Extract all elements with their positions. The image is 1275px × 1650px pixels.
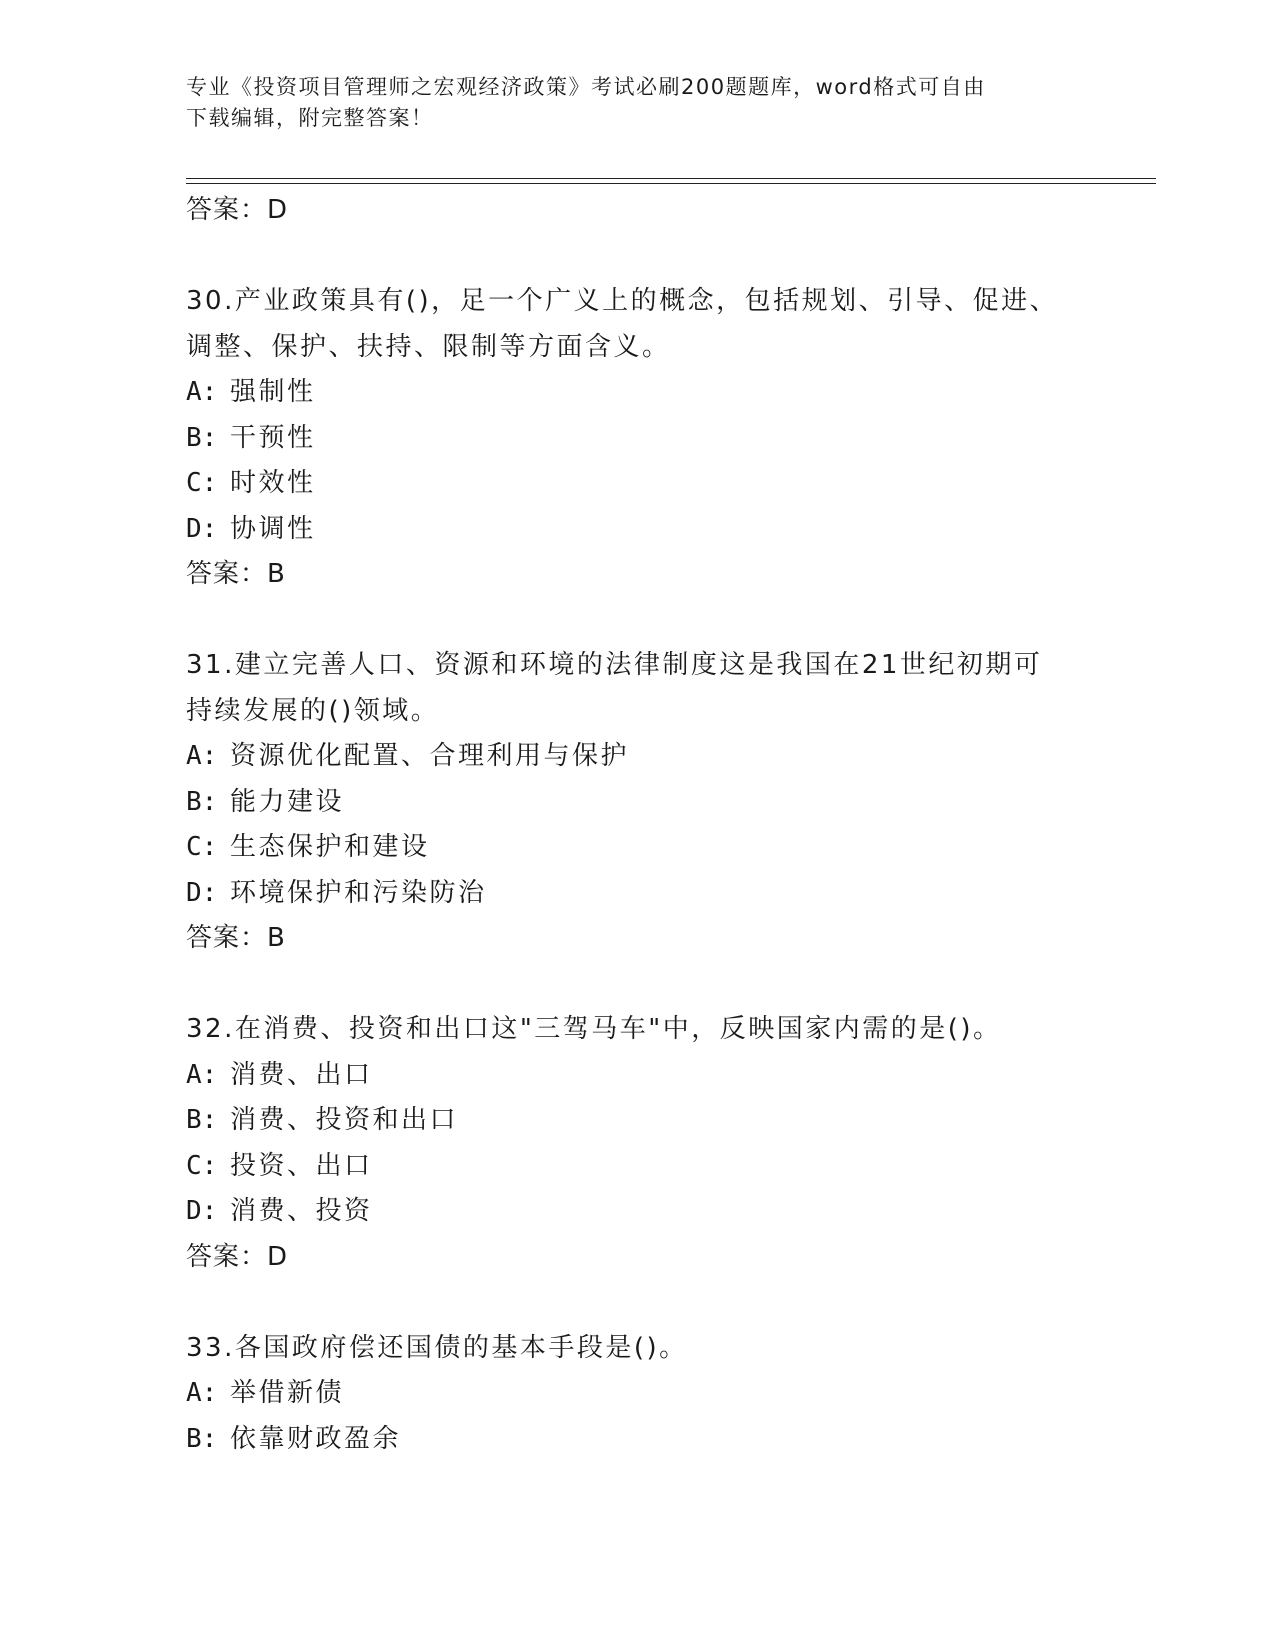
option-text: 资源优化配置、合理利用与保护 <box>230 741 630 771</box>
option-text: 消费、投资和出口 <box>230 1105 459 1135</box>
spacer <box>186 598 1126 644</box>
option-letter: A: <box>186 1059 218 1090</box>
option-letter: B: <box>186 1423 218 1454</box>
option-letter: C: <box>186 1150 218 1181</box>
question-stem-line: 30.产业政策具有()，足一个广义上的概念，包括规划、引导、促进、 <box>186 286 1059 316</box>
option-letter: A: <box>186 1378 218 1408</box>
option-b <box>186 780 1126 826</box>
question-stem-line: 持续发展的()领域。 <box>186 695 440 726</box>
option-letter: C: <box>186 832 218 862</box>
option-b <box>186 1098 1126 1144</box>
option-d <box>186 1189 1126 1235</box>
option-a <box>186 370 1126 416</box>
header-line-1: 专业《投资项目管理师之宏观经济政策》考试必刷200题题库，word格式可自由 <box>186 75 986 99</box>
header-divider-bottom <box>186 183 1156 184</box>
option-letter: A: <box>186 741 218 771</box>
option-text: 投资、出口 <box>230 1150 373 1181</box>
option-text: 生态保护和建设 <box>230 832 430 862</box>
option-text: 协调性 <box>230 513 316 544</box>
option-text: 时效性 <box>230 468 316 498</box>
option-text: 能力建设 <box>230 786 345 817</box>
option-b <box>186 1417 1126 1463</box>
option-letter: D: <box>186 877 218 908</box>
option-letter: B: <box>186 1105 218 1135</box>
spacer <box>186 234 1126 280</box>
option-text: 环境保护和污染防治 <box>230 877 487 908</box>
option-letter: A: <box>186 377 218 407</box>
option-c <box>186 1144 1126 1190</box>
question-stem-line: 32.在消费、投资和出口这"三驾马车"中，反映国家内需的是()。 <box>186 1014 1002 1044</box>
option-letter: B: <box>186 786 218 817</box>
option-d <box>186 507 1126 553</box>
option-c <box>186 461 1126 507</box>
spacer <box>186 1280 1126 1326</box>
option-letter: D: <box>186 513 218 544</box>
option-letter: D: <box>186 1196 218 1226</box>
option-a <box>186 734 1126 780</box>
option-text: 消费、投资 <box>230 1196 373 1226</box>
answer-line: 答案：D <box>186 1241 289 1272</box>
question-32 <box>186 1007 1126 1280</box>
question-stem-line: 33.各国政府偿还国债的基本手段是()。 <box>186 1332 688 1363</box>
option-text: 强制性 <box>230 377 316 407</box>
question-31 <box>186 643 1126 962</box>
option-letter: B: <box>186 422 218 453</box>
header-line-2: 下载编辑，附完整答案！ <box>186 106 434 130</box>
option-a <box>186 1371 1126 1417</box>
option-b <box>186 416 1126 462</box>
answer-line: 答案：B <box>186 559 286 589</box>
option-text: 依靠财政盈余 <box>230 1423 402 1454</box>
header-divider-top <box>186 178 1156 179</box>
question-30 <box>186 279 1126 598</box>
option-c <box>186 825 1126 871</box>
option-text: 举借新债 <box>230 1378 345 1408</box>
page-header <box>186 72 1066 134</box>
option-letter: C: <box>186 468 218 498</box>
previous-answer: 答案：D <box>186 195 289 225</box>
question-list <box>186 188 1126 1462</box>
option-a <box>186 1053 1126 1099</box>
question-stem-line: 调整、保护、扶持、限制等方面含义。 <box>186 331 671 362</box>
answer-line: 答案：B <box>186 923 286 953</box>
option-text: 干预性 <box>230 422 316 453</box>
question-33 <box>186 1326 1126 1463</box>
option-d <box>186 871 1126 917</box>
spacer <box>186 962 1126 1008</box>
question-stem-line: 31.建立完善人口、资源和环境的法律制度这是我国在21世纪初期可 <box>186 650 1043 680</box>
option-text: 消费、出口 <box>230 1059 373 1090</box>
